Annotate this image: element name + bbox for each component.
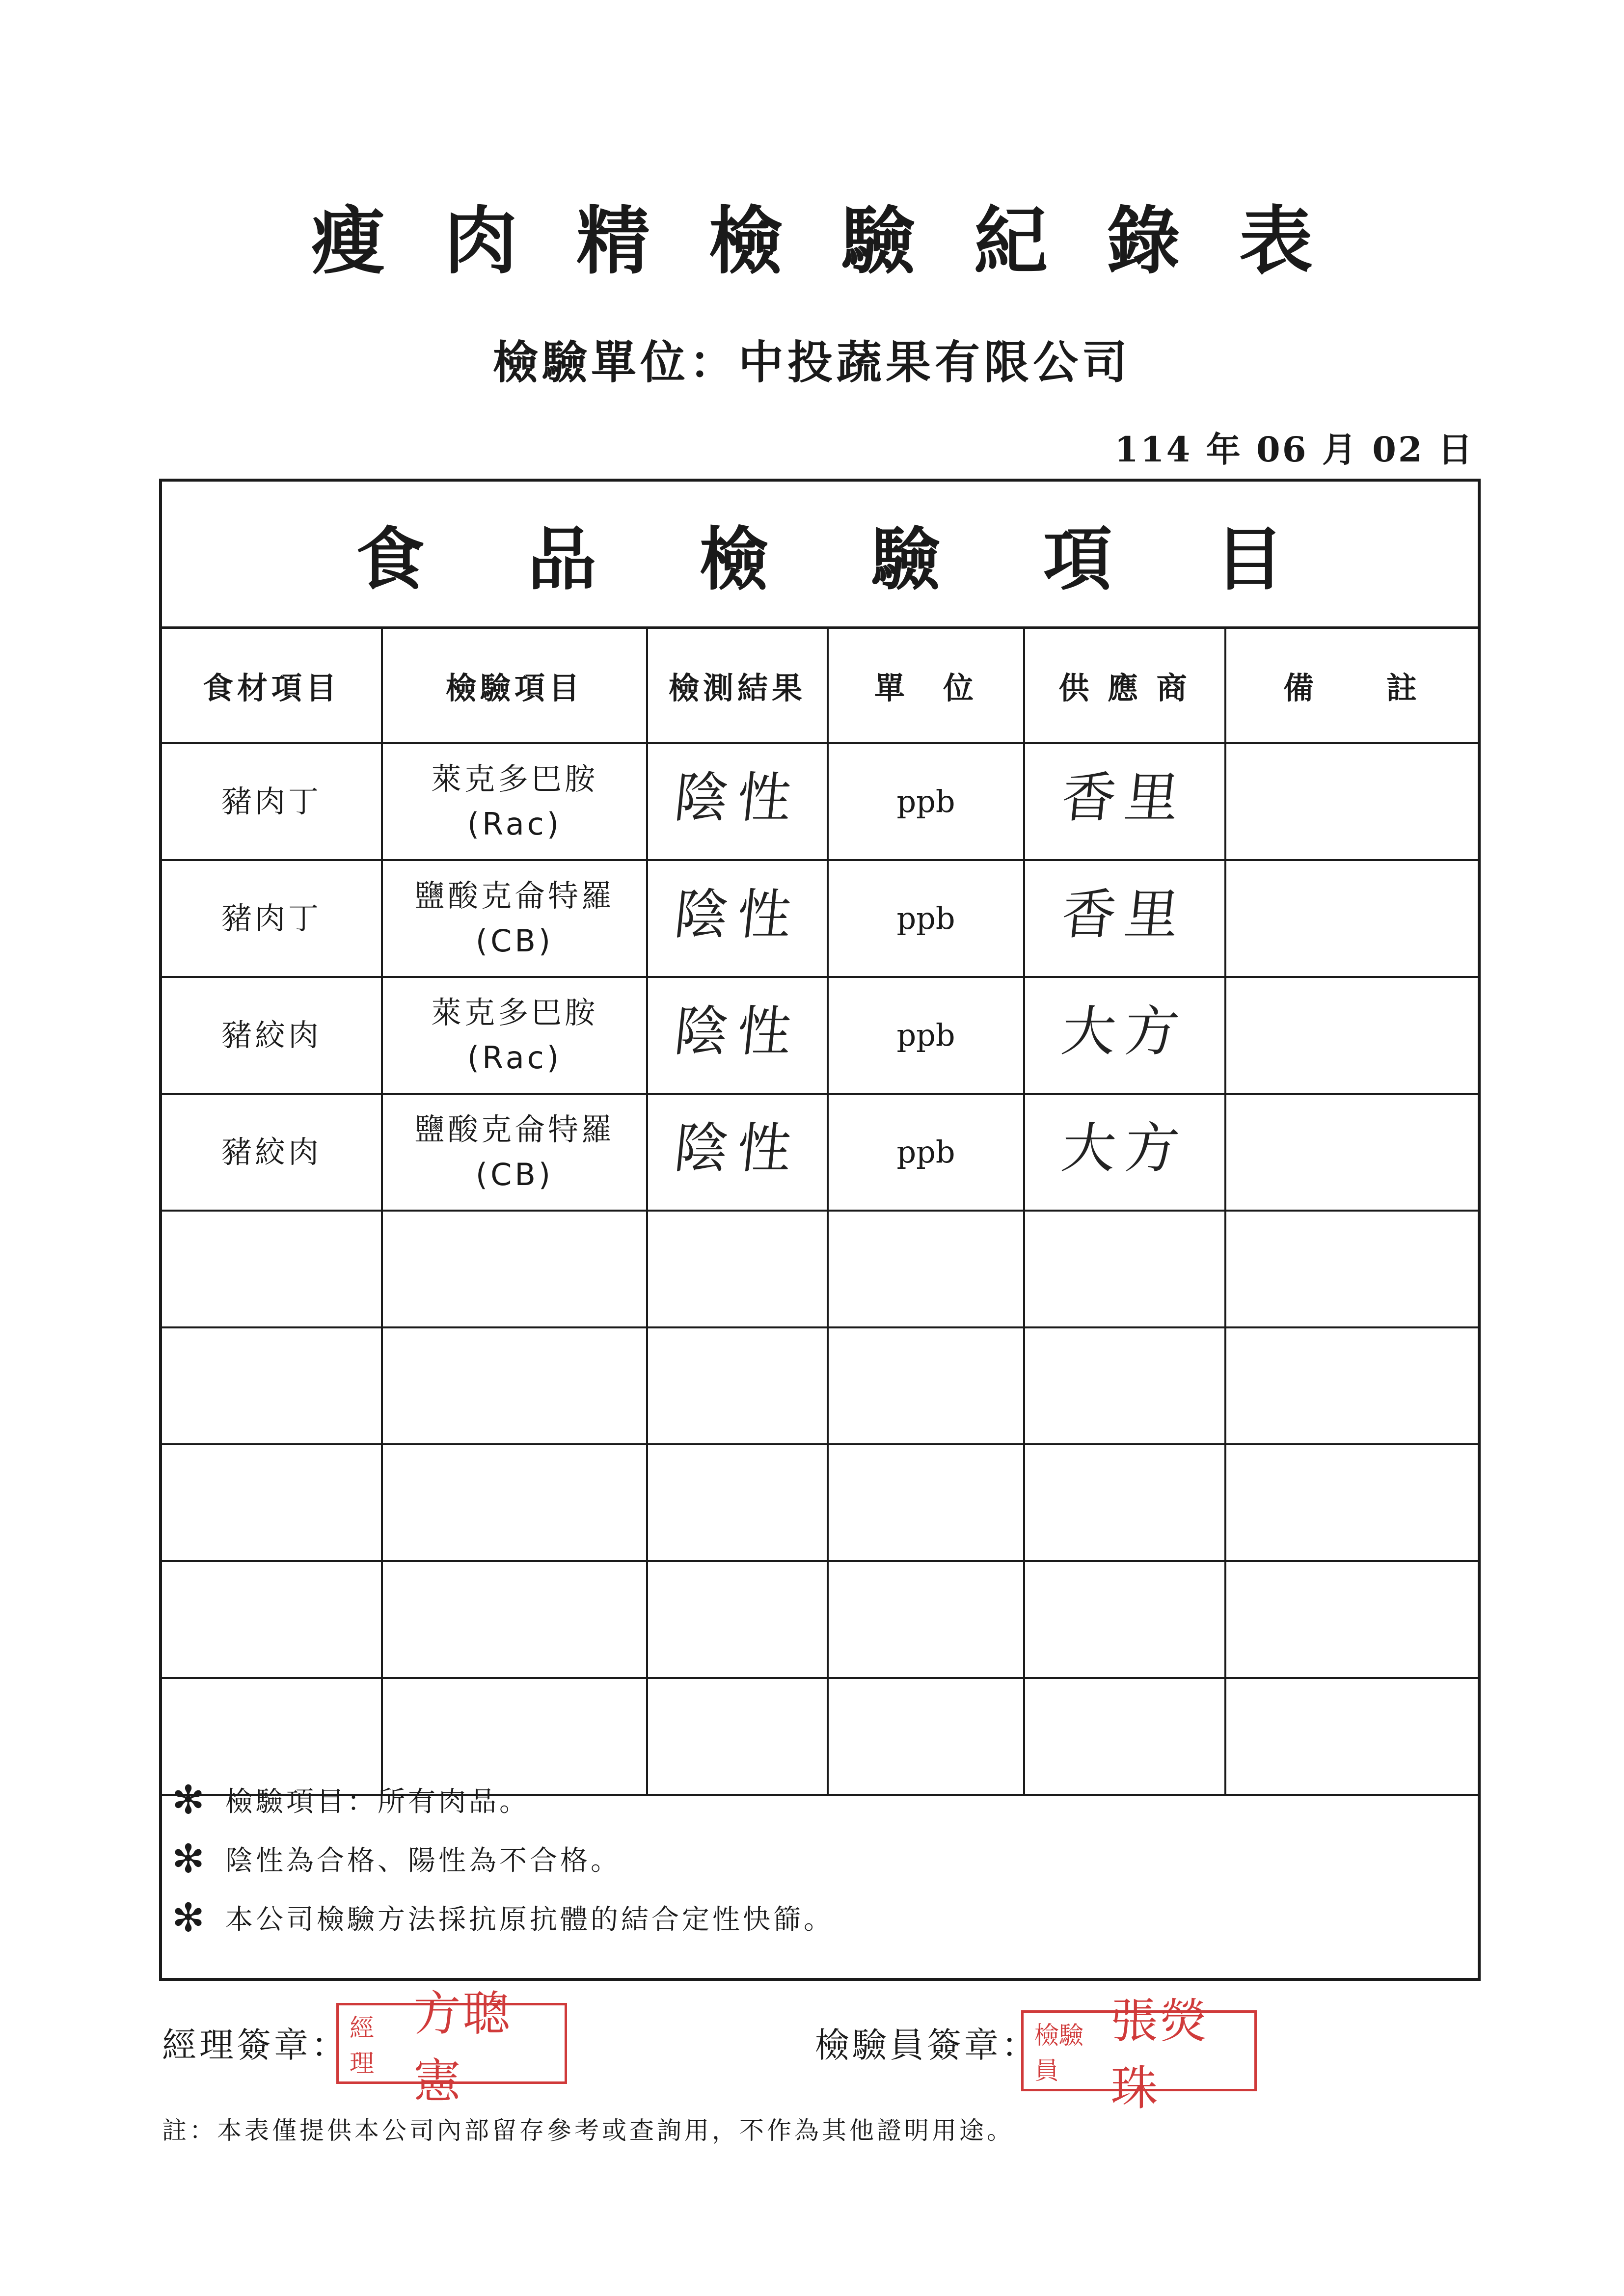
notes-section — [162, 1770, 1478, 1947]
supplier-cell — [1024, 1094, 1225, 1211]
unit-cell: ppb — [828, 1094, 1024, 1211]
table-row-empty — [162, 1211, 1478, 1327]
handwritten-supplier: 香里 — [1058, 766, 1191, 829]
inspector-stamp — [1021, 1993, 1257, 2116]
manager-stamp-name: 方聰憲 — [413, 1986, 512, 2108]
asterisk-icon: ✻ — [172, 1777, 208, 1823]
test-item-abbr: (CB) — [475, 1157, 554, 1192]
result-cell — [647, 860, 828, 977]
result-cell — [647, 743, 828, 860]
table-row-empty — [162, 1561, 1478, 1678]
ingredient-cell: 豬肉丁 — [162, 743, 382, 860]
remark-cell — [1225, 1094, 1478, 1211]
supplier-cell — [1024, 743, 1225, 860]
test-item-cell — [382, 977, 647, 1094]
manager-signature-label: 經理簽章： — [162, 2025, 349, 2065]
inspection-table — [162, 626, 1478, 1796]
test-item-cell — [382, 860, 647, 977]
header-supplier: 供 應 商 — [1024, 627, 1225, 743]
supplier-cell — [1024, 977, 1225, 1094]
note-item — [162, 1829, 1478, 1888]
asterisk-icon: ✻ — [172, 1836, 208, 1882]
handwritten-result: 陰性 — [671, 999, 804, 1063]
table-row — [162, 860, 1478, 977]
ingredient-cell: 豬肉丁 — [162, 860, 382, 977]
handwritten-supplier: 大方 — [1058, 999, 1191, 1063]
unit-cell: ppb — [828, 860, 1024, 977]
signature-row — [162, 1986, 1488, 2116]
table-row-empty — [162, 1444, 1478, 1561]
header-remark: 備 註 — [1225, 627, 1478, 743]
asterisk-icon: ✻ — [172, 1894, 208, 1941]
table-row — [162, 1094, 1478, 1211]
document-title: 瘦肉精檢驗紀錄表 — [311, 198, 1372, 284]
header-unit: 單 位 — [828, 627, 1024, 743]
test-item-name: 萊克多巴胺 — [431, 995, 598, 1030]
handwritten-result: 陰性 — [671, 766, 804, 829]
note-text: 本公司檢驗方法採抗原抗體的結合定性快篩。 — [225, 1904, 835, 1936]
header-test-item: 檢驗項目 — [382, 627, 647, 743]
note-text: 檢驗項目：所有肉品。 — [225, 1786, 530, 1818]
handwritten-supplier: 香里 — [1058, 883, 1191, 946]
test-item-abbr: (CB) — [475, 923, 554, 959]
handwritten-result: 陰性 — [671, 1116, 804, 1180]
ingredient-cell: 豬絞肉 — [162, 1094, 382, 1211]
inspector-signature-label: 檢驗員簽章： — [815, 2025, 1039, 2065]
section-title: 食品檢驗項目 — [162, 482, 1478, 629]
document-date: 114 年 06 月 02 日 — [1114, 429, 1474, 470]
table-row-empty — [162, 1327, 1478, 1444]
handwritten-result: 陰性 — [671, 883, 804, 946]
header-result: 檢測結果 — [647, 627, 828, 743]
footnote: 註：本表僅提供本公司內部留存參考或查詢用，不作為其他證明用途。 — [162, 2116, 1014, 2145]
remark-cell — [1225, 977, 1478, 1094]
note-item — [162, 1770, 1478, 1829]
table-row — [162, 743, 1478, 860]
manager-stamp — [336, 1986, 567, 2108]
table-header-row — [162, 627, 1478, 743]
test-item-cell — [382, 743, 647, 860]
result-cell — [647, 1094, 828, 1211]
test-item-name: 鹽酸克侖特羅 — [414, 1111, 615, 1147]
result-cell — [647, 977, 828, 1094]
remark-cell — [1225, 860, 1478, 977]
test-item-cell — [382, 1094, 647, 1211]
supplier-cell — [1024, 860, 1225, 977]
inspection-frame — [159, 479, 1481, 1981]
table-row — [162, 977, 1478, 1094]
test-item-name: 鹽酸克侖特羅 — [414, 878, 615, 914]
test-item-abbr: (Rac) — [467, 1040, 562, 1076]
note-text: 陰性為合格、陽性為不合格。 — [225, 1845, 622, 1877]
inspection-unit: 檢驗單位：中投蔬果有限公司 — [492, 336, 1131, 389]
unit-cell: ppb — [828, 743, 1024, 860]
unit-cell: ppb — [828, 977, 1024, 1094]
remark-cell — [1225, 743, 1478, 860]
inspector-stamp-name: 張熒珠 — [1110, 1993, 1209, 2116]
manager-stamp-title: 經 理 — [350, 2013, 374, 2078]
note-item — [162, 1888, 1478, 1947]
handwritten-supplier: 大方 — [1058, 1116, 1191, 1180]
inspector-stamp-title: 檢驗員 — [1034, 2021, 1083, 2085]
test-item-name: 萊克多巴胺 — [431, 761, 598, 797]
ingredient-cell: 豬絞肉 — [162, 977, 382, 1094]
header-ingredient: 食材項目 — [162, 627, 382, 743]
test-item-abbr: (Rac) — [467, 806, 562, 842]
